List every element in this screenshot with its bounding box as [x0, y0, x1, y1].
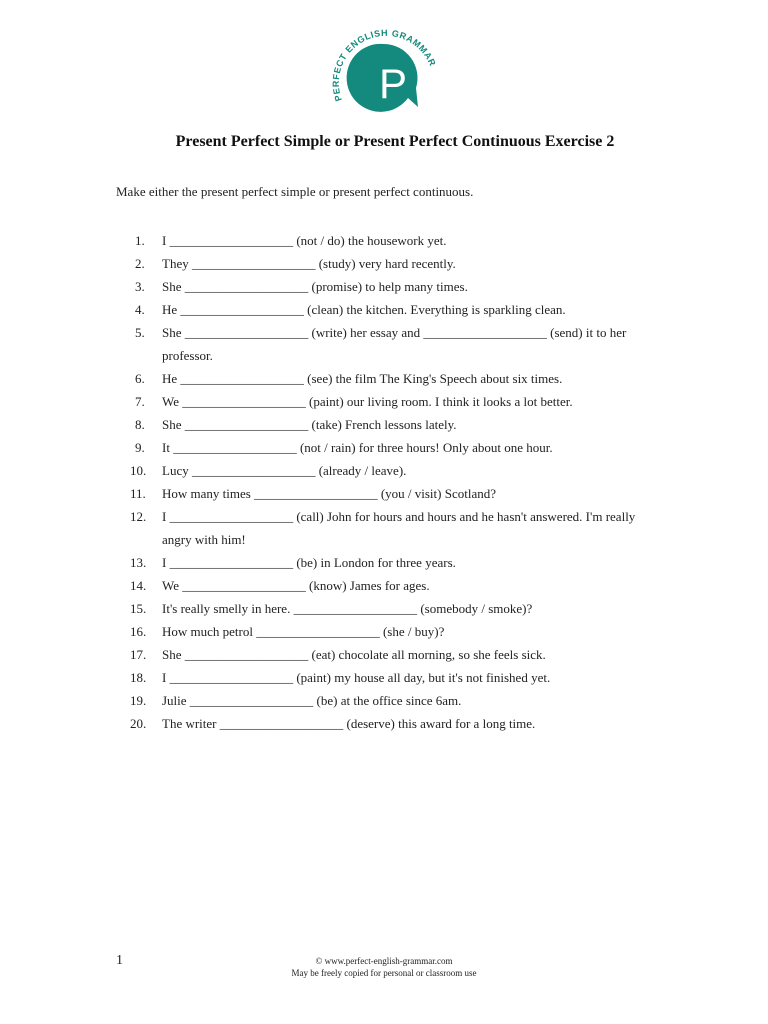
list-item	[130, 643, 660, 666]
list-item	[130, 252, 660, 275]
list-item	[130, 321, 660, 367]
list-item	[130, 597, 660, 620]
item-number: 17.	[130, 647, 147, 662]
item-text: She ___________________ (take) French lessons lately.	[162, 417, 457, 432]
item-text: They ___________________ (study) very hard recently.	[162, 256, 456, 271]
footer-copyright: © www.perfect-english-grammar.com	[315, 956, 453, 966]
list-item	[130, 505, 660, 551]
item-text: I ___________________ (paint) my house all day, but it's not finished yet.	[162, 670, 551, 685]
item-text: She ___________________ (eat) chocolate all morning, so she feels sick.	[162, 647, 546, 662]
item-number: 9.	[135, 440, 145, 455]
item-number: 4.	[135, 302, 145, 317]
list-item	[130, 551, 660, 574]
list-item	[130, 436, 660, 459]
item-number: 6.	[135, 371, 145, 386]
logo-brand-text: PERFECT ENGLISH GRAMMAR	[330, 27, 438, 103]
list-item	[130, 712, 660, 735]
list-item	[130, 459, 660, 482]
item-number: 16.	[130, 624, 147, 639]
item-text: We ___________________ (know) James for ages.	[162, 578, 430, 593]
page-number: 1	[116, 953, 123, 968]
item-number: 11.	[130, 486, 146, 501]
instructions: Make either the present perfect simple or present perfect continuous.	[116, 184, 474, 199]
item-number: 18.	[130, 670, 147, 685]
item-text: How many times ___________________ (you / visit) Scotland?	[162, 486, 497, 501]
list-item	[130, 229, 660, 252]
brand-logo	[322, 24, 442, 124]
item-number: 20.	[130, 716, 147, 731]
item-text: The writer ___________________ (deserve) this award for a long time.	[162, 716, 536, 731]
item-text: I ___________________ (not / do) the housework yet.	[162, 233, 447, 248]
item-text: How much petrol ___________________ (she / buy)?	[162, 624, 445, 639]
list-item	[130, 620, 660, 643]
item-number: 7.	[135, 394, 145, 409]
item-number: 19.	[130, 693, 147, 708]
list-item	[130, 689, 660, 712]
footer-license: May be freely copied for personal or classroom use	[291, 968, 477, 978]
item-text: It's really smelly in here. ___________________ (somebody / smoke)?	[162, 601, 533, 616]
item-number: 2.	[135, 256, 145, 271]
item-text: Julie ___________________ (be) at the office since 6am.	[162, 693, 462, 708]
item-number: 12.	[130, 509, 147, 524]
item-text: I ___________________ (call) John for hours and hours and he hasn't answered. I'm really angry with him!	[162, 509, 636, 547]
list-item	[130, 413, 660, 436]
list-item	[130, 298, 660, 321]
item-text: Lucy ___________________ (already / leave).	[162, 463, 407, 478]
list-item	[130, 666, 660, 689]
item-text: She ___________________ (write) her essay and ___________________ (send) it to her professor.	[162, 325, 627, 363]
item-text: I ___________________ (be) in London for three years.	[162, 555, 456, 570]
item-text: She ___________________ (promise) to help many times.	[162, 279, 468, 294]
list-item	[130, 482, 660, 505]
logo-icon	[322, 24, 442, 124]
exercise-list	[130, 229, 660, 735]
item-text: We ___________________ (paint) our living room. I think it looks a lot better.	[162, 394, 573, 409]
item-number: 13.	[130, 555, 147, 570]
item-number: 14.	[130, 578, 147, 593]
item-text: It ___________________ (not / rain) for three hours! Only about one hour.	[162, 440, 553, 455]
item-text: He ___________________ (clean) the kitchen. Everything is sparkling clean.	[162, 302, 566, 317]
footer	[0, 955, 768, 979]
list-item	[130, 390, 660, 413]
logo-letter: P	[378, 60, 408, 107]
item-number: 1.	[135, 233, 145, 248]
list-item	[130, 574, 660, 597]
list-item	[130, 367, 660, 390]
item-number: 3.	[135, 279, 145, 294]
item-text: He ___________________ (see) the film The King's Speech about six times.	[162, 371, 563, 386]
item-number: 10.	[130, 463, 147, 478]
item-number: 5.	[135, 325, 145, 340]
page-title: Present Perfect Simple or Present Perfect Continuous Exercise 2	[175, 133, 615, 150]
list-item	[130, 275, 660, 298]
item-number: 8.	[135, 417, 145, 432]
item-number: 15.	[130, 601, 147, 616]
